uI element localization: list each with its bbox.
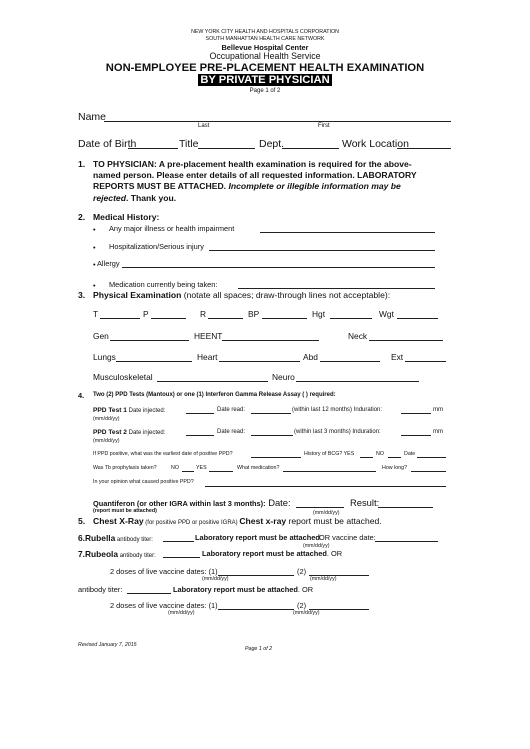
temp-label: T (93, 309, 99, 319)
page-subtitle: BY PRIVATE PHYSICIAN (200, 74, 330, 86)
tb-yes-label: YES (196, 465, 207, 471)
ppd1-date-format: (mm/dd/yy) (93, 416, 120, 422)
dept-field[interactable] (282, 148, 339, 149)
neuro-label: Neuro (272, 372, 295, 382)
dose1-date-format: (mm/dd/yy) (202, 576, 229, 582)
hospitalization-label: Hospitalization/Serious injury (109, 242, 204, 251)
ppd2-injected-field[interactable] (186, 435, 214, 436)
dob-label: Date of Birth (78, 138, 137, 150)
bcg-label: History of BCG? YES (304, 451, 355, 457)
how-long-field[interactable] (411, 471, 446, 472)
result-field[interactable] (378, 507, 433, 508)
ppd2-read-field[interactable] (251, 435, 293, 436)
hospital-name: Bellevue Hospital Center (221, 43, 309, 52)
gen-label: Gen (93, 331, 109, 341)
rubella-row: 6.Rubella antibody titer: (78, 533, 153, 543)
antibody-titer-field[interactable] (127, 593, 171, 594)
result-label: Result: (350, 497, 380, 508)
medical-history-title: Medical History: (93, 212, 160, 222)
ppd-cause-field[interactable] (205, 486, 446, 487)
tb-no-label: NO (171, 465, 179, 471)
pulse-label: P (143, 309, 149, 319)
section5-number: 5. (78, 516, 86, 526)
quantiferon-row: Quantiferon (or other IGRA within last 3 months): Date: (93, 497, 291, 508)
bcg-date-field[interactable] (417, 457, 446, 458)
pulse-field[interactable] (151, 318, 186, 319)
dept-label: Dept. (259, 138, 285, 150)
ppd1-induration-field[interactable] (401, 413, 431, 414)
ppd1-read-label: Date read: (217, 407, 246, 413)
allergy-label: Allergy (97, 259, 120, 268)
section1-line2: named person. Please enter details of all requested information. LABORATORY (93, 170, 417, 181)
section1-number: 1. (78, 159, 86, 169)
service-name: Occupational Health Service (209, 51, 321, 61)
bcg-no-label: NO (376, 451, 384, 457)
ppd-cause-label: In your opinion what caused positive PPD? (93, 479, 194, 485)
heent-field[interactable] (222, 340, 319, 341)
neck-field[interactable] (369, 340, 443, 341)
ppd1-read-field[interactable] (251, 413, 291, 414)
medication-field[interactable] (238, 288, 435, 289)
doses2-date-format-2: (mm/dd/yy) (293, 610, 320, 616)
antibody-lab-label: Laboratory report must be attached. OR (173, 585, 314, 594)
revised-date: Revised January 7, 2015 (78, 642, 137, 648)
musculoskeletal-label: Musculoskeletal (93, 372, 153, 382)
neck-label: Neck (348, 331, 368, 341)
title-label: Title (179, 138, 199, 150)
ppd1-mm-label: mm (433, 407, 443, 413)
network-name: SOUTH MANHATTAN HEALTH CARE NETWORK (205, 36, 325, 42)
heart-label: Heart (197, 352, 218, 362)
tb-no-field[interactable] (182, 471, 194, 472)
rubeola-row: 7.Rubeola antibody titer: (78, 549, 156, 559)
ppd-test2-row: PPD Test 2 Date injected: (93, 429, 166, 436)
ext-field[interactable] (405, 361, 446, 362)
rubeola-titer-field[interactable] (163, 557, 200, 558)
section1-line1: TO PHYSICIAN: A pre-placement health examination is required for the above- (93, 159, 412, 169)
ppd2-read-label: Date read: (217, 429, 246, 435)
weight-label: Wgt (379, 309, 394, 319)
last-name-caption: Last (198, 123, 210, 129)
chest-xray-row: Chest X-Ray (for positive PPD or positive IGRA) Chest x-ray report must be attached. (93, 516, 382, 526)
ppd2-induration-field[interactable] (401, 435, 431, 436)
musculoskeletal-field[interactable] (157, 381, 268, 382)
abd-label: Abd (303, 352, 318, 362)
section4-number: 4. (78, 391, 85, 400)
rubella-lab-label: Laboratory report must be attached (195, 533, 320, 542)
allergy-field[interactable] (122, 267, 435, 268)
ppd1-injected-field[interactable] (186, 413, 214, 414)
page-title: NON-EMPLOYEE PRE-PLACEMENT HEALTH EXAMINATION (105, 62, 425, 74)
medication-q-label: What medication? (237, 465, 280, 471)
section1-line4: rejected. Thank you. (93, 192, 177, 203)
title-field[interactable] (198, 148, 255, 149)
bcg-date-label: Date (404, 451, 416, 457)
heent-label: HEENT (194, 331, 223, 341)
rubella-date-format: (mm/dd/yy) (303, 543, 330, 549)
report-attached-note: (report must be attached) (93, 508, 157, 514)
height-label: Hgt (312, 309, 326, 319)
quantiferon-date-field[interactable] (296, 507, 344, 508)
dob-field[interactable] (128, 148, 178, 149)
section3-number: 3. (78, 290, 86, 300)
height-field[interactable] (330, 318, 372, 319)
ppd2-mm-label: mm (433, 429, 443, 435)
rubella-vaccine-field[interactable] (375, 541, 438, 542)
illness-field[interactable] (260, 232, 435, 233)
ppd1-within-label: (within last 12 months) Induration: (292, 407, 383, 413)
work-location-field[interactable] (397, 148, 451, 149)
name-field[interactable] (104, 121, 451, 122)
section1-line3: REPORTS MUST BE ATTACHED. Incomplete or illegible information may be (93, 181, 401, 192)
section1-instructions (93, 159, 417, 204)
temp-field[interactable] (100, 318, 140, 319)
org-name: NEW YORK CITY HEALTH AND HOSPITALS CORPORATION (191, 29, 339, 35)
resp-field[interactable] (208, 318, 243, 319)
earliest-positive-field[interactable] (251, 457, 301, 458)
ppd-tests-title: Two (2) PPD Tests (Mantoux) or one (1) Interferon Gamma Release Assay ( ) required: (93, 392, 336, 398)
neuro-field[interactable] (296, 381, 419, 382)
physical-exam-title: Physical Examination (notate all spaces; draw-through lines not acceptable): (93, 290, 391, 300)
medication-label: Medication currently being taken: (109, 280, 218, 289)
bullet-icon: • (93, 243, 96, 252)
ppd2-within-label: (within last 3 months) Induration: (294, 429, 381, 435)
dose2-date-format: (mm/dd/yy) (310, 576, 337, 582)
rubella-titer-field[interactable] (163, 541, 194, 542)
rubeola-dose1-field[interactable] (218, 575, 294, 576)
page-number-bottom: Page 1 of 2 (245, 646, 273, 652)
how-long-label: How long? (382, 465, 408, 471)
rubeola-dose2-label: (2) (297, 567, 307, 576)
bullet-icon: • (93, 281, 96, 290)
name-label: Name (78, 111, 107, 123)
resp-label: R (200, 309, 207, 319)
rubella-vaccine-label: OR vaccine date: (319, 533, 376, 542)
heart-field[interactable] (219, 361, 300, 362)
section2-number: 2. (78, 212, 86, 222)
bullet-icon: • (93, 260, 96, 269)
abd-field[interactable] (320, 361, 380, 362)
bcg-yes-field[interactable] (360, 457, 373, 458)
ppd-test1-row: PPD Test 1 Date injected: (93, 407, 166, 414)
quant-date-format: (mm/dd/yy) (313, 510, 340, 516)
ppd2-date-format: (mm/dd/yy) (93, 438, 120, 444)
rubeola-lab-label: Laboratory report must be attached. OR (202, 549, 343, 558)
tb-prophylaxis-label: Was Tb prophylaxis taken? (93, 465, 157, 471)
bp-label: BP (248, 309, 260, 319)
gen-field[interactable] (110, 340, 189, 341)
tb-medication-field[interactable] (283, 471, 376, 472)
lungs-label: Lungs (93, 352, 116, 362)
weight-field[interactable] (397, 318, 438, 319)
doses2-dose2-label: (2) (297, 601, 307, 610)
tb-yes-field[interactable] (209, 471, 233, 472)
earliest-positive-label: If PPD positive, what was the earliest date of positive PPD? (93, 451, 233, 457)
ext-label: Ext (391, 352, 404, 362)
bcg-no-field[interactable] (388, 457, 401, 458)
doses2-dose1-field[interactable] (218, 609, 294, 610)
lungs-field[interactable] (116, 361, 192, 362)
doses2-date-format-1: (mm/dd/yy) (168, 610, 195, 616)
doses2-label: 2 doses of live vaccine dates: (1) (110, 601, 218, 610)
bp-field[interactable] (262, 318, 307, 319)
rubeola-doses-label: 2 doses of live vaccine dates: (1) (110, 567, 218, 576)
work-location-label: Work Location (342, 138, 409, 150)
bullet-icon: • (93, 225, 96, 234)
page-number-top: Page 1 of 2 (249, 88, 281, 94)
hospitalization-field[interactable] (209, 250, 435, 251)
antibody-titer-label: antibody titer: (78, 585, 123, 594)
first-name-caption: First (318, 123, 330, 129)
illness-label: Any major illness or health impairment (109, 224, 235, 233)
